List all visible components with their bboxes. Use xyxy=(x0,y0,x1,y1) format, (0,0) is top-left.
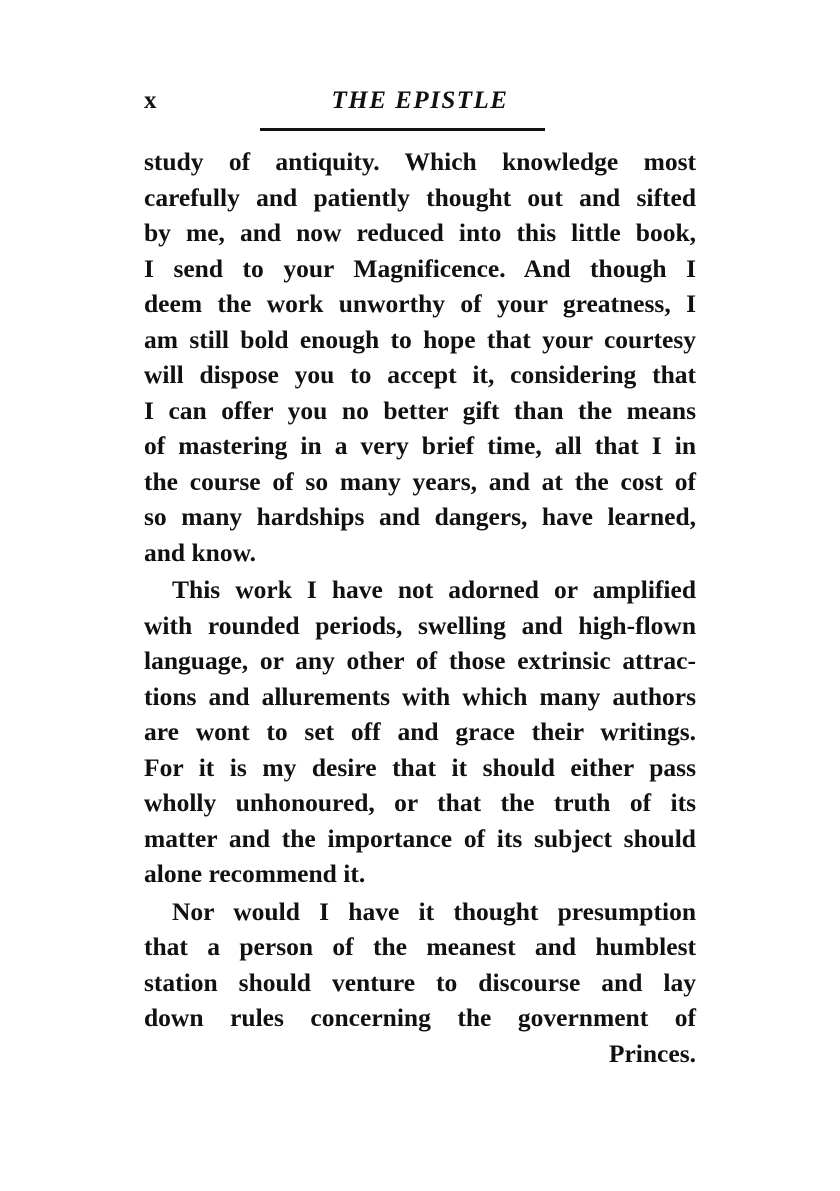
running-title: THE EPISTLE xyxy=(331,87,509,114)
text-line: down rules concerning the government of xyxy=(144,1003,696,1032)
text-line: deem the work unworthy of your greatness, I xyxy=(144,289,696,318)
text-line: carefully and patiently thought out and sifted xyxy=(144,182,696,212)
page-number: x xyxy=(144,87,157,114)
text-line: matter and the importance of its subject should xyxy=(144,823,696,853)
text-line: For it is my desire that it should either pass xyxy=(144,752,696,782)
text-line: are wont to set off and grace their writings. xyxy=(144,717,696,746)
text-line: wholly unhonoured, or that the truth of its xyxy=(144,788,696,817)
text-line: by me, and now reduced into this little book, xyxy=(144,218,696,247)
paragraph-1 xyxy=(144,144,696,570)
text-line: This work I have not adorned or amplified xyxy=(172,575,696,604)
header-rule xyxy=(260,128,545,131)
running-header xyxy=(144,86,696,122)
text-line: station should venture to discourse and lay xyxy=(144,967,696,997)
text-line: will dispose you to accept it, considering that xyxy=(144,360,696,389)
text-line: I can offer you no better gift than the means xyxy=(144,395,696,425)
text-line: that a person of the meanest and humblest xyxy=(144,932,696,961)
text-line: study of antiquity. Which knowledge most xyxy=(144,147,696,176)
text-line: alone recommend it. xyxy=(144,859,366,888)
text-line: and know. xyxy=(144,537,256,567)
paragraph-2 xyxy=(144,572,696,892)
text-line: language, or any other of those extrinsic attrac- xyxy=(144,646,696,675)
text-line: with rounded periods, swelling and high-flown xyxy=(144,610,696,640)
catchword: Princes. xyxy=(608,1038,696,1068)
paragraph-3 xyxy=(144,894,696,1036)
text-line: am still bold enough to hope that your courtesy xyxy=(144,324,696,354)
text-line: tions and allurements with which many authors xyxy=(144,681,696,711)
text-line: of mastering in a very brief time, all that I in xyxy=(144,431,696,460)
text-line: I send to your Magnificence. And though I xyxy=(144,253,696,283)
text-line: Nor would I have it thought presumption xyxy=(172,896,696,926)
body-text xyxy=(144,144,696,1071)
text-line: so many hardships and dangers, have learned, xyxy=(144,502,696,531)
text-line: the course of so many years, and at the cost of xyxy=(144,466,696,496)
